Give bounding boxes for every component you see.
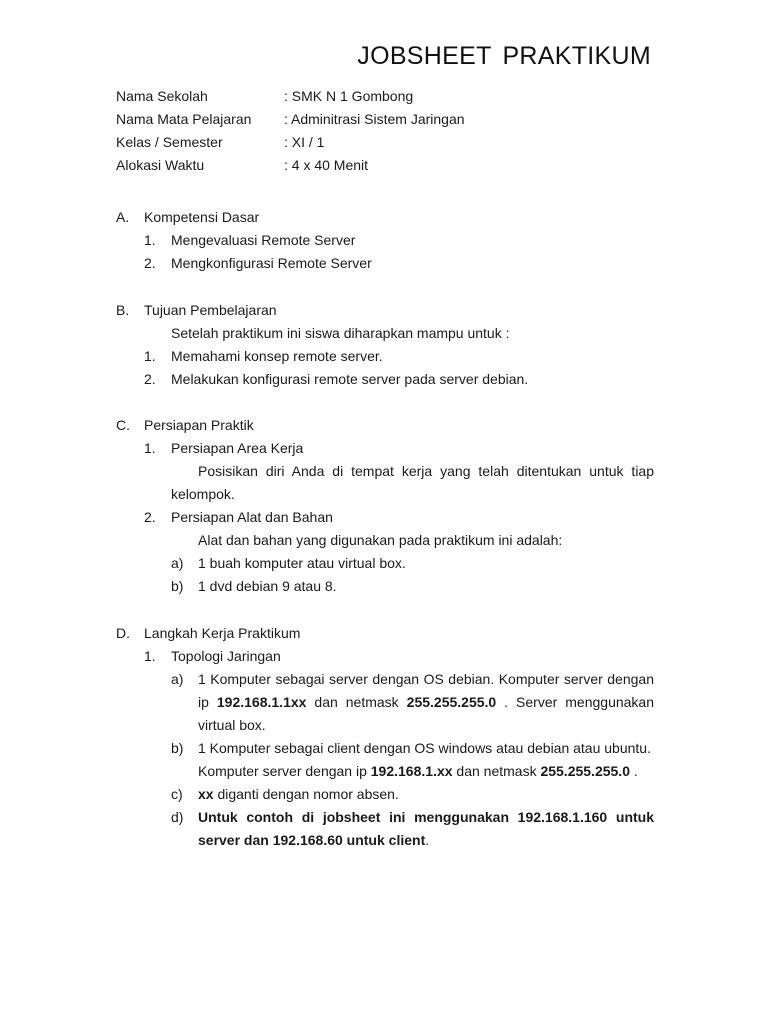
ip-address: 192.168.1.1xx <box>216 694 307 710</box>
netmask: 255.255.255.0 <box>540 763 630 779</box>
sub-list-marker: a) <box>171 555 184 571</box>
sub-list-text: 1 buah komputer atau virtual box. <box>198 555 406 571</box>
sub-list-marker: c) <box>171 786 183 802</box>
info-row-subject <box>116 108 656 131</box>
list-item <box>116 368 654 391</box>
section-b <box>116 299 654 391</box>
paragraph-line: Alat dan bahan yang digunakan pada praktikum ini adalah: <box>198 532 563 548</box>
sub-list-item <box>116 575 654 598</box>
info-row-time <box>116 154 656 177</box>
info-value: : SMK N 1 Gombong <box>284 88 414 104</box>
sub-list-item <box>116 668 654 737</box>
text-run: ip <box>198 694 217 710</box>
section-title: Persiapan Praktik <box>144 417 254 433</box>
sub-list-marker: d) <box>171 809 184 825</box>
sub-list-line <box>198 806 654 829</box>
info-row-school <box>116 85 656 108</box>
sub-list-line: 1 Komputer sebagai client dengan OS windows atau debian atau ubuntu. <box>198 740 651 756</box>
sub-list-line: virtual box. <box>198 717 266 733</box>
intro-paragraph: Setelah praktikum ini siswa diharapkan mampu untuk : <box>171 325 510 341</box>
list-text: Melakukan konfigurasi remote server pada server debian. <box>171 371 529 387</box>
text-run: diganti dengan nomor absen. <box>213 786 399 802</box>
section-marker: C. <box>116 417 130 433</box>
sub-list-item <box>116 737 654 783</box>
info-row-class <box>116 131 656 154</box>
section-heading <box>116 299 654 322</box>
sub-list-item <box>116 806 654 852</box>
paragraph-line: Posisikan diri Anda di tempat kerja yang telah ditentukan untuk tiap <box>198 463 654 479</box>
paragraph-line: kelompok. <box>171 486 235 502</box>
ip-address: 192.168.1.xx <box>370 763 453 779</box>
sub-list-marker: a) <box>171 671 184 687</box>
bold-note: Untuk contoh di jobsheet ini menggunakan 192.168.1.160 untuk <box>198 809 654 825</box>
info-label: Alokasi Waktu <box>116 157 205 173</box>
sub-list-item <box>116 783 654 806</box>
list-item <box>116 506 654 529</box>
info-value: : Adminitrasi Sistem Jaringan <box>284 111 465 127</box>
identity-table <box>116 85 656 177</box>
list-item <box>116 252 654 275</box>
list-marker: 2. <box>144 255 156 271</box>
section-heading <box>116 414 654 437</box>
section-title: Tujuan Pembelajaran <box>144 302 277 318</box>
sub-list-line: 1 Komputer sebagai server dengan OS debian. Komputer server dengan <box>198 671 654 687</box>
text-run: Komputer server dengan ip <box>198 763 371 779</box>
sub-list-body <box>198 737 654 783</box>
section-d <box>116 622 654 852</box>
text-run: . Server menggunakan <box>496 694 655 710</box>
info-value: : 4 x 40 Menit <box>284 157 369 173</box>
sub-list-marker: b) <box>171 578 184 594</box>
list-marker: 1. <box>144 348 156 364</box>
sub-list-body <box>198 806 654 852</box>
info-label: Nama Sekolah <box>116 88 208 104</box>
list-item <box>116 645 654 668</box>
netmask: 255.255.255.0 <box>406 694 497 710</box>
text-run: dan netmask <box>452 763 541 779</box>
info-label: Kelas / Semester <box>116 134 223 150</box>
list-marker: 1. <box>144 232 156 248</box>
list-item <box>116 229 654 252</box>
section-title: Kompetensi Dasar <box>144 209 260 225</box>
section-marker: D. <box>116 625 130 641</box>
list-marker: 1. <box>144 440 156 456</box>
sub-list-text: 1 dvd debian 9 atau 8. <box>198 578 337 594</box>
list-text: Persiapan Area Kerja <box>171 440 304 456</box>
section-a <box>116 206 654 275</box>
list-marker: 1. <box>144 648 156 664</box>
list-item <box>116 437 654 460</box>
section-marker: B. <box>116 302 130 318</box>
list-text: Mengkonfigurasi Remote Server <box>171 255 372 271</box>
sub-list-body <box>198 668 654 737</box>
placeholder-xx: xx <box>198 786 214 802</box>
section-heading <box>116 206 654 229</box>
text-run: . <box>425 832 430 848</box>
page-title: JOBSHEET PRAKTIKUM <box>357 42 651 70</box>
info-label: Nama Mata Pelajaran <box>116 111 252 127</box>
text-run: dan netmask <box>306 694 407 710</box>
section-c <box>116 414 654 598</box>
section-heading <box>116 622 654 645</box>
sub-list-line <box>198 783 399 806</box>
section-marker: A. <box>116 209 130 225</box>
text-run: . <box>629 763 638 779</box>
list-item <box>116 345 654 368</box>
section-title: Langkah Kerja Praktikum <box>144 625 301 641</box>
list-text: Memahami konsep remote server. <box>171 348 383 364</box>
list-text: Mengevaluasi Remote Server <box>171 232 356 248</box>
sub-list-marker: b) <box>171 740 184 756</box>
sub-list-line <box>198 691 654 714</box>
info-value: : XI / 1 <box>284 134 325 150</box>
sub-list-line <box>198 829 654 852</box>
list-marker: 2. <box>144 509 156 525</box>
list-marker: 2. <box>144 371 156 387</box>
sub-list-item <box>116 552 654 575</box>
bold-note: server dan 192.168.60 untuk client <box>198 832 426 848</box>
list-text: Persiapan Alat dan Bahan <box>171 509 333 525</box>
list-text: Topologi Jaringan <box>171 648 281 664</box>
sub-list-line <box>198 760 654 783</box>
